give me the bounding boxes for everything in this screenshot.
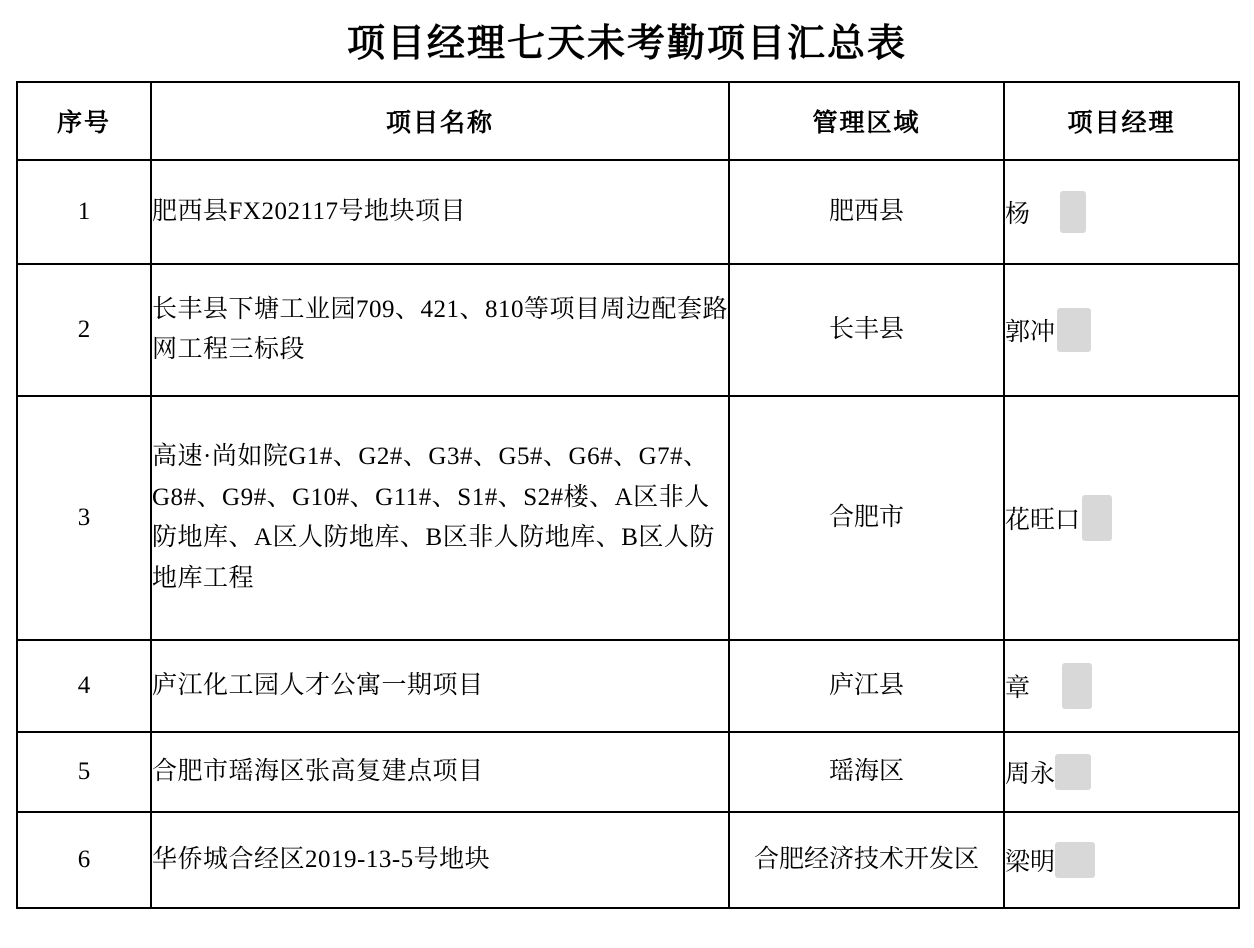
cell-project-name: 合肥市瑶海区张高复建点项目 (151, 732, 729, 812)
cell-no: 3 (17, 396, 151, 640)
cell-project-manager (1004, 640, 1239, 732)
cell-project-manager (1004, 732, 1239, 812)
redaction-block (1062, 663, 1092, 709)
column-header-no: 序号 (17, 82, 151, 160)
cell-management-area: 合肥经济技术开发区 (729, 812, 1004, 908)
cell-project-name: 高速·尚如院G1#、G2#、G3#、G5#、G6#、G7#、G8#、G9#、G10#、G11#、S1#、S2#楼、A区非人防地库、A区人防地库、B区非人防地库、B区人防地库工程 (151, 396, 729, 640)
cell-management-area: 瑶海区 (729, 732, 1004, 812)
cell-management-area: 肥西县 (729, 160, 1004, 264)
manager-name: 梁明 (1005, 849, 1056, 876)
manager-name: 花旺口 (1005, 507, 1081, 534)
cell-project-name: 庐江化工园人才公寓一期项目 (151, 640, 729, 732)
manager-wrap (1005, 191, 1086, 233)
page-title: 项目经理七天未考勤项目汇总表 (346, 23, 907, 65)
cell-project-name: 华侨城合经区2019-13-5号地块 (151, 812, 729, 908)
column-header-project-name: 项目名称 (151, 82, 729, 160)
cell-no: 2 (17, 264, 151, 396)
table-row (17, 396, 1239, 640)
redaction-block (1055, 754, 1091, 790)
cell-management-area: 合肥市 (729, 396, 1004, 640)
table-header-row (17, 82, 1239, 160)
table-row (17, 160, 1239, 264)
cell-management-area: 长丰县 (729, 264, 1004, 396)
manager-wrap (1005, 308, 1091, 352)
cell-no: 4 (17, 640, 151, 732)
cell-project-name: 肥西县FX202117号地块项目 (151, 160, 729, 264)
cell-management-area: 庐江县 (729, 640, 1004, 732)
manager-wrap (1005, 842, 1095, 878)
manager-wrap (1005, 495, 1112, 541)
manager-name: 周永 (1005, 761, 1056, 788)
manager-wrap (1005, 754, 1091, 790)
manager-name: 杨 (1005, 201, 1031, 228)
cell-no: 5 (17, 732, 151, 812)
manager-wrap (1005, 663, 1092, 709)
cell-project-manager (1004, 396, 1239, 640)
redaction-block (1057, 308, 1091, 352)
table-row (17, 264, 1239, 396)
cell-project-manager (1004, 812, 1239, 908)
cell-no: 1 (17, 160, 151, 264)
column-header-project-manager: 项目经理 (1004, 82, 1239, 160)
table-row (17, 732, 1239, 812)
manager-name: 郭冲 (1005, 319, 1056, 346)
manager-name: 章 (1005, 675, 1031, 702)
redaction-block (1060, 191, 1086, 233)
attendance-summary-table (16, 81, 1240, 909)
table-row (17, 812, 1239, 908)
cell-project-manager (1004, 160, 1239, 264)
cell-no: 6 (17, 812, 151, 908)
cell-project-name: 长丰县下塘工业园709、421、810等项目周边配套路网工程三标段 (151, 264, 729, 396)
table-row (17, 640, 1239, 732)
column-header-management-area: 管理区域 (729, 82, 1004, 160)
redaction-block (1055, 842, 1095, 878)
redaction-block (1082, 495, 1112, 541)
cell-project-manager (1004, 264, 1239, 396)
